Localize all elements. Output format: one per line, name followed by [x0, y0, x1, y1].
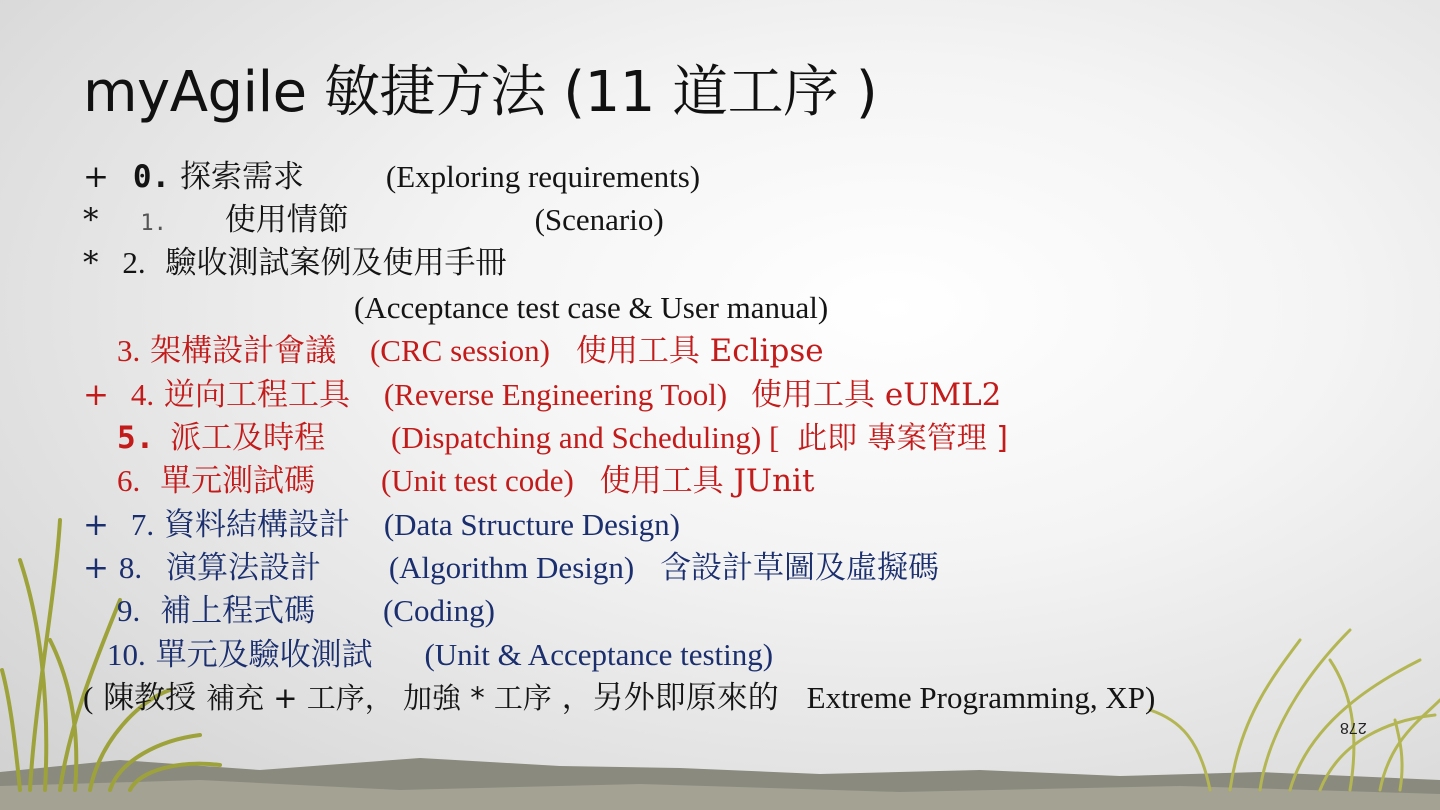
item-chinese: 使用情節 [224, 202, 349, 238]
item-extra: 使用工具 JUnit [599, 463, 815, 499]
item-chinese: 補上程式碼 [160, 593, 316, 629]
list-item [117, 461, 814, 501]
item-english: (Dispatching and Scheduling) [ [391, 420, 780, 455]
item-chinese: 資料結構設計 [163, 507, 350, 543]
page-number: 278 [1340, 719, 1367, 736]
item-english: (Acceptance test case & User manual) [354, 290, 829, 325]
item-number: 1. [140, 211, 167, 236]
item-english: (Unit test code) [380, 463, 574, 498]
item-chinese: 探索需求 [180, 159, 305, 195]
item-english: (Scenario) [534, 202, 664, 237]
item-number: 8. [118, 550, 143, 585]
footer-author: 陳教授 [103, 680, 197, 716]
list-item [83, 157, 700, 197]
list-item [117, 591, 495, 631]
item-chinese: 單元及驗收測試 [155, 637, 373, 673]
item-extra: 使用工具 Eclipse [575, 333, 824, 369]
item-marker: + [83, 507, 109, 543]
item-marker: + [83, 159, 109, 195]
list-item [83, 243, 506, 283]
item-chinese: 逆向工程工具 [163, 377, 350, 413]
list-item [354, 288, 828, 328]
item-number: 3. [117, 333, 141, 368]
item-chinese: 架構設計會議 [150, 333, 337, 369]
list-item [83, 548, 939, 588]
page-title: myAgile 敏捷方法 (11 道工序 ) [83, 60, 878, 125]
item-extra: 使用工具 eUML2 [751, 377, 1002, 413]
list-item [83, 505, 680, 545]
item-extra: 此即 專案管理 ] [797, 421, 1008, 456]
item-english: (CRC session) [369, 333, 550, 368]
item-number: 4. [130, 377, 155, 412]
item-marker: + [83, 550, 109, 586]
item-english: (Reverse Engineering Tool) [383, 377, 728, 412]
item-chinese: 驗收測試案例及使用手冊 [165, 245, 507, 281]
list-item [83, 200, 664, 244]
footer-emphasis: 補充 + 工序， 加強 * 工序 [206, 681, 552, 715]
item-number: 5. [117, 420, 155, 456]
item-chinese: 派工及時程 [170, 420, 326, 456]
item-chinese: 演算法設計 [165, 550, 321, 586]
item-english: (Data Structure Design) [383, 507, 680, 542]
footer-english: Extreme Programming, XP) [806, 680, 1156, 715]
list-item [83, 375, 1001, 415]
item-extra: 含設計草圖及虛擬碼 [660, 550, 940, 586]
item-number: 10. [107, 637, 146, 672]
item-marker: * [83, 245, 99, 281]
list-item [107, 635, 773, 675]
item-number: 7. [130, 507, 155, 542]
item-english: (Unit & Acceptance testing) [424, 637, 774, 672]
footer-note-text: ，另外即原來的 [561, 680, 779, 716]
item-number: 0. [132, 159, 171, 195]
item-marker: * [83, 202, 99, 238]
footer-note [83, 678, 1155, 718]
item-english: (Coding) [382, 593, 495, 628]
item-english: (Algorithm Design) [388, 550, 635, 585]
footer-open: ( [83, 680, 94, 715]
item-number: 9. [117, 593, 141, 628]
item-chinese: 單元測試碼 [160, 463, 316, 499]
item-english: (Exploring requirements) [385, 159, 701, 194]
item-number: 6. [117, 463, 141, 498]
list-item [117, 418, 1008, 459]
list-item [117, 331, 824, 371]
item-number: 2. [122, 245, 146, 280]
item-marker: + [83, 377, 109, 413]
